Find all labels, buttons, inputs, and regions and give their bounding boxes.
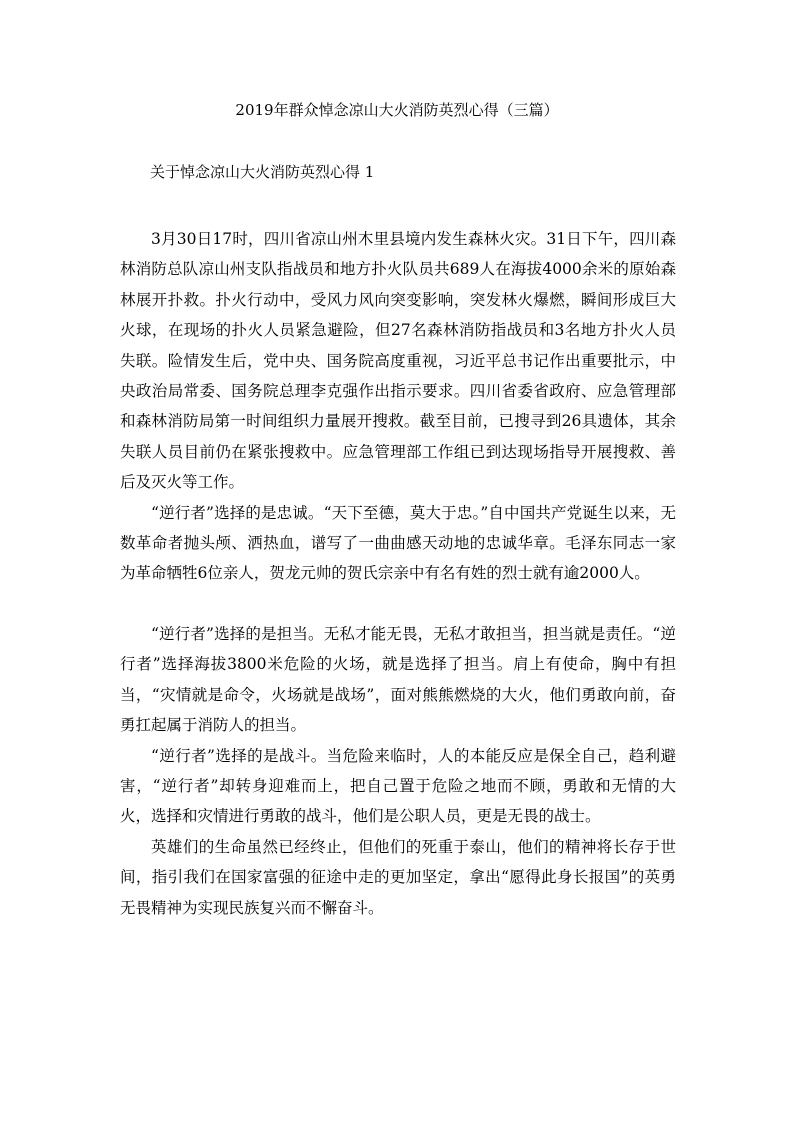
section-heading: 关于悼念凉山大火消防英烈心得 1 (150, 163, 375, 181)
document-body (120, 224, 676, 923)
paragraph-responsibility: “逆行者”选择的是担当。无私才能无畏，无私才敢担当，担当就是责任。“逆行者”选择海拔3800米危险的火场，就是选择了担当。肩上有使命，胸中有担当，“灾情就是命令，火场就是战场”，面对熊熊燃烧的大火，他们勇敢向前，奋勇扛起属于消防人的担当。 (120, 624, 676, 735)
paragraph-event-report: 3月30日17时，四川省凉山州木里县境内发生森林火灾。31日下午，四川森林消防总队凉山州支队指战员和地方扑火队员共689人在海拔4000余米的原始森林展开扑救。扑火行动中，受风力风向突变影响，突发林火爆燃，瞬间形成巨大火球，在现场的扑火人员紧急避险，但27名森林消防指战员和3名地方扑火人员失联。险情发生后，党中央、国务院高度重视，习近平总书记作出重要批示，中央政治局常委、国务院总理李克强作出指示要求。四川省委省政府、应急管理部和森林消防局第一时间组织力量展开搜救。截至目前，已搜寻到26具遗体，其余失联人员目前仍在紧张搜救中。应急管理部工作组已到达现场指导开展搜救、善后及灭火等工作。 (120, 230, 676, 492)
document-title: 2019年群众悼念凉山大火消防英烈心得（三篇） (235, 101, 559, 119)
paragraph-conclusion: 英雄们的生命虽然已经终止，但他们的死重于泰山，他们的精神将长存于世间，指引我们在国家富强的征途中走的更加坚定，拿出“愿得此身长报国”的英勇无畏精神为实现民族复兴而不懈奋斗。 (120, 837, 676, 917)
paragraph-battle: “逆行者”选择的是战斗。当危险来临时，人的本能反应是保全自己，趋利避害，“逆行者”却转身迎难而上，把自己置于危险之地而不顾，勇敢和无情的大火，选择和灾情进行勇敢的战斗，他们是公职人员，更是无畏的战士。 (120, 746, 676, 826)
paragraph-loyalty: “逆行者”选择的是忠诚。“天下至德，莫大于忠。”自中国共产党诞生以来，无数革命者抛头颅、洒热血，谱写了一曲曲感天动地的忠诚华章。毛泽东同志一家为革命牺牲6位亲人，贺龙元帅的贺氏宗亲中有名有姓的烈士就有逾2000人。 (120, 503, 676, 583)
